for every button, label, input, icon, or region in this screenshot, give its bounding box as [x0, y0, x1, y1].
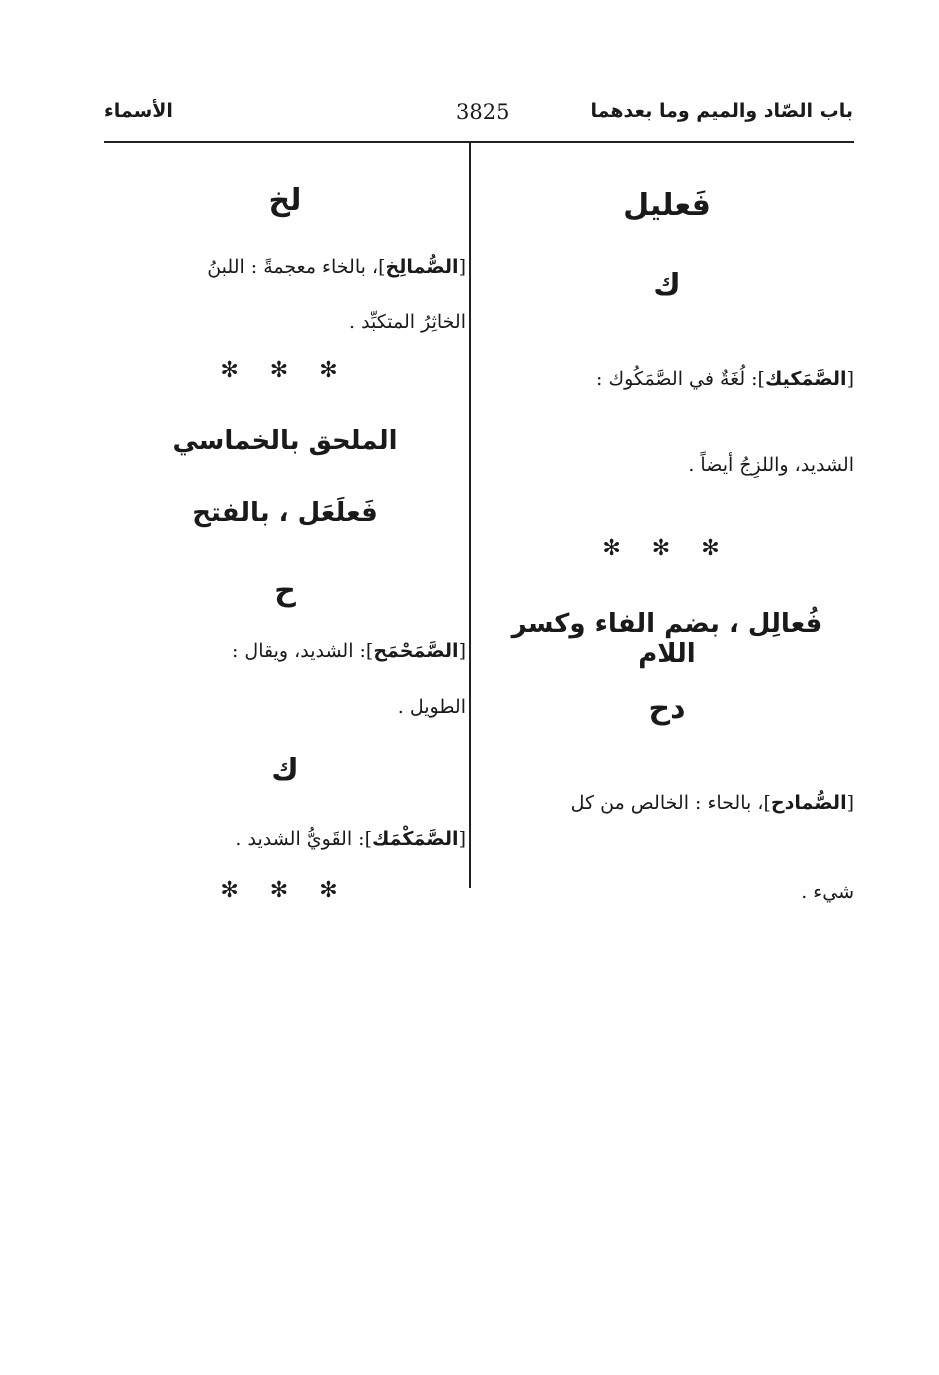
- entry-samahmah-line1: [الصَّمَحْمَح]: الشديد، ويقال :: [231, 640, 466, 662]
- running-header-section: الأسماء: [104, 100, 173, 122]
- entry-sumadih-line2: شيء .: [801, 881, 854, 903]
- section-separator: ✻ ✻ ✻: [602, 536, 732, 561]
- entry-samakik-line2: الشديد، واللزِجُ أيضاً .: [688, 454, 854, 476]
- pattern-heading-fualil: فُعالِل ، بضم الفاء وكسر اللام: [511, 609, 823, 669]
- pattern-heading-falil: فَعليل: [623, 188, 711, 223]
- entry-term: الصُّمالِخ: [385, 256, 459, 278]
- section-separator: ✻ ✻ ✻: [220, 878, 350, 903]
- entry-sumalikh-line2: الخاثِرُ المتكبِّد .: [349, 311, 466, 333]
- entry-term: الصَّمَكْمَك: [371, 828, 459, 850]
- root-heading-lkh: لخ: [268, 183, 302, 218]
- entry-samahmah-line2: الطويل .: [397, 696, 466, 718]
- right-column: [480, 143, 854, 943]
- entry-term: الصَّمَكيك: [764, 368, 847, 390]
- left-column: [104, 143, 466, 903]
- page-number: 3825: [456, 100, 510, 124]
- section-separator: ✻ ✻ ✻: [220, 358, 350, 383]
- entry-term: الصَّمَحْمَح: [373, 640, 459, 662]
- root-heading-h: ح: [274, 573, 296, 608]
- section-heading-mulhaq: الملحق بالخماسي: [172, 426, 398, 456]
- root-heading-k: ك: [271, 753, 299, 788]
- root-heading-k: ك: [653, 268, 681, 303]
- entry-sumalikh-line1: [الصُّمالِخ]، بالخاء معجمةً : اللبنُ: [207, 256, 466, 278]
- root-heading-dh: دح: [648, 691, 686, 726]
- running-header-chapter: باب الصّاد والميم وما بعدهما: [590, 100, 853, 122]
- entry-term: الصُّمادح: [770, 792, 847, 814]
- entry-samakmak-line1: [الصَّمَكْمَك]: القَويُّ الشديد .: [235, 828, 466, 850]
- entry-sumadih-line1: [الصُّمادح]، بالحاء : الخالص من كل: [570, 792, 854, 814]
- column-divider: [469, 143, 471, 888]
- entry-samakik-line1: [الصَّمَكيك]: لُغَةٌ في الصَّمَكُوك :: [596, 368, 854, 390]
- pattern-heading-falaal: فَعلَعَل ، بالفتح: [192, 498, 378, 528]
